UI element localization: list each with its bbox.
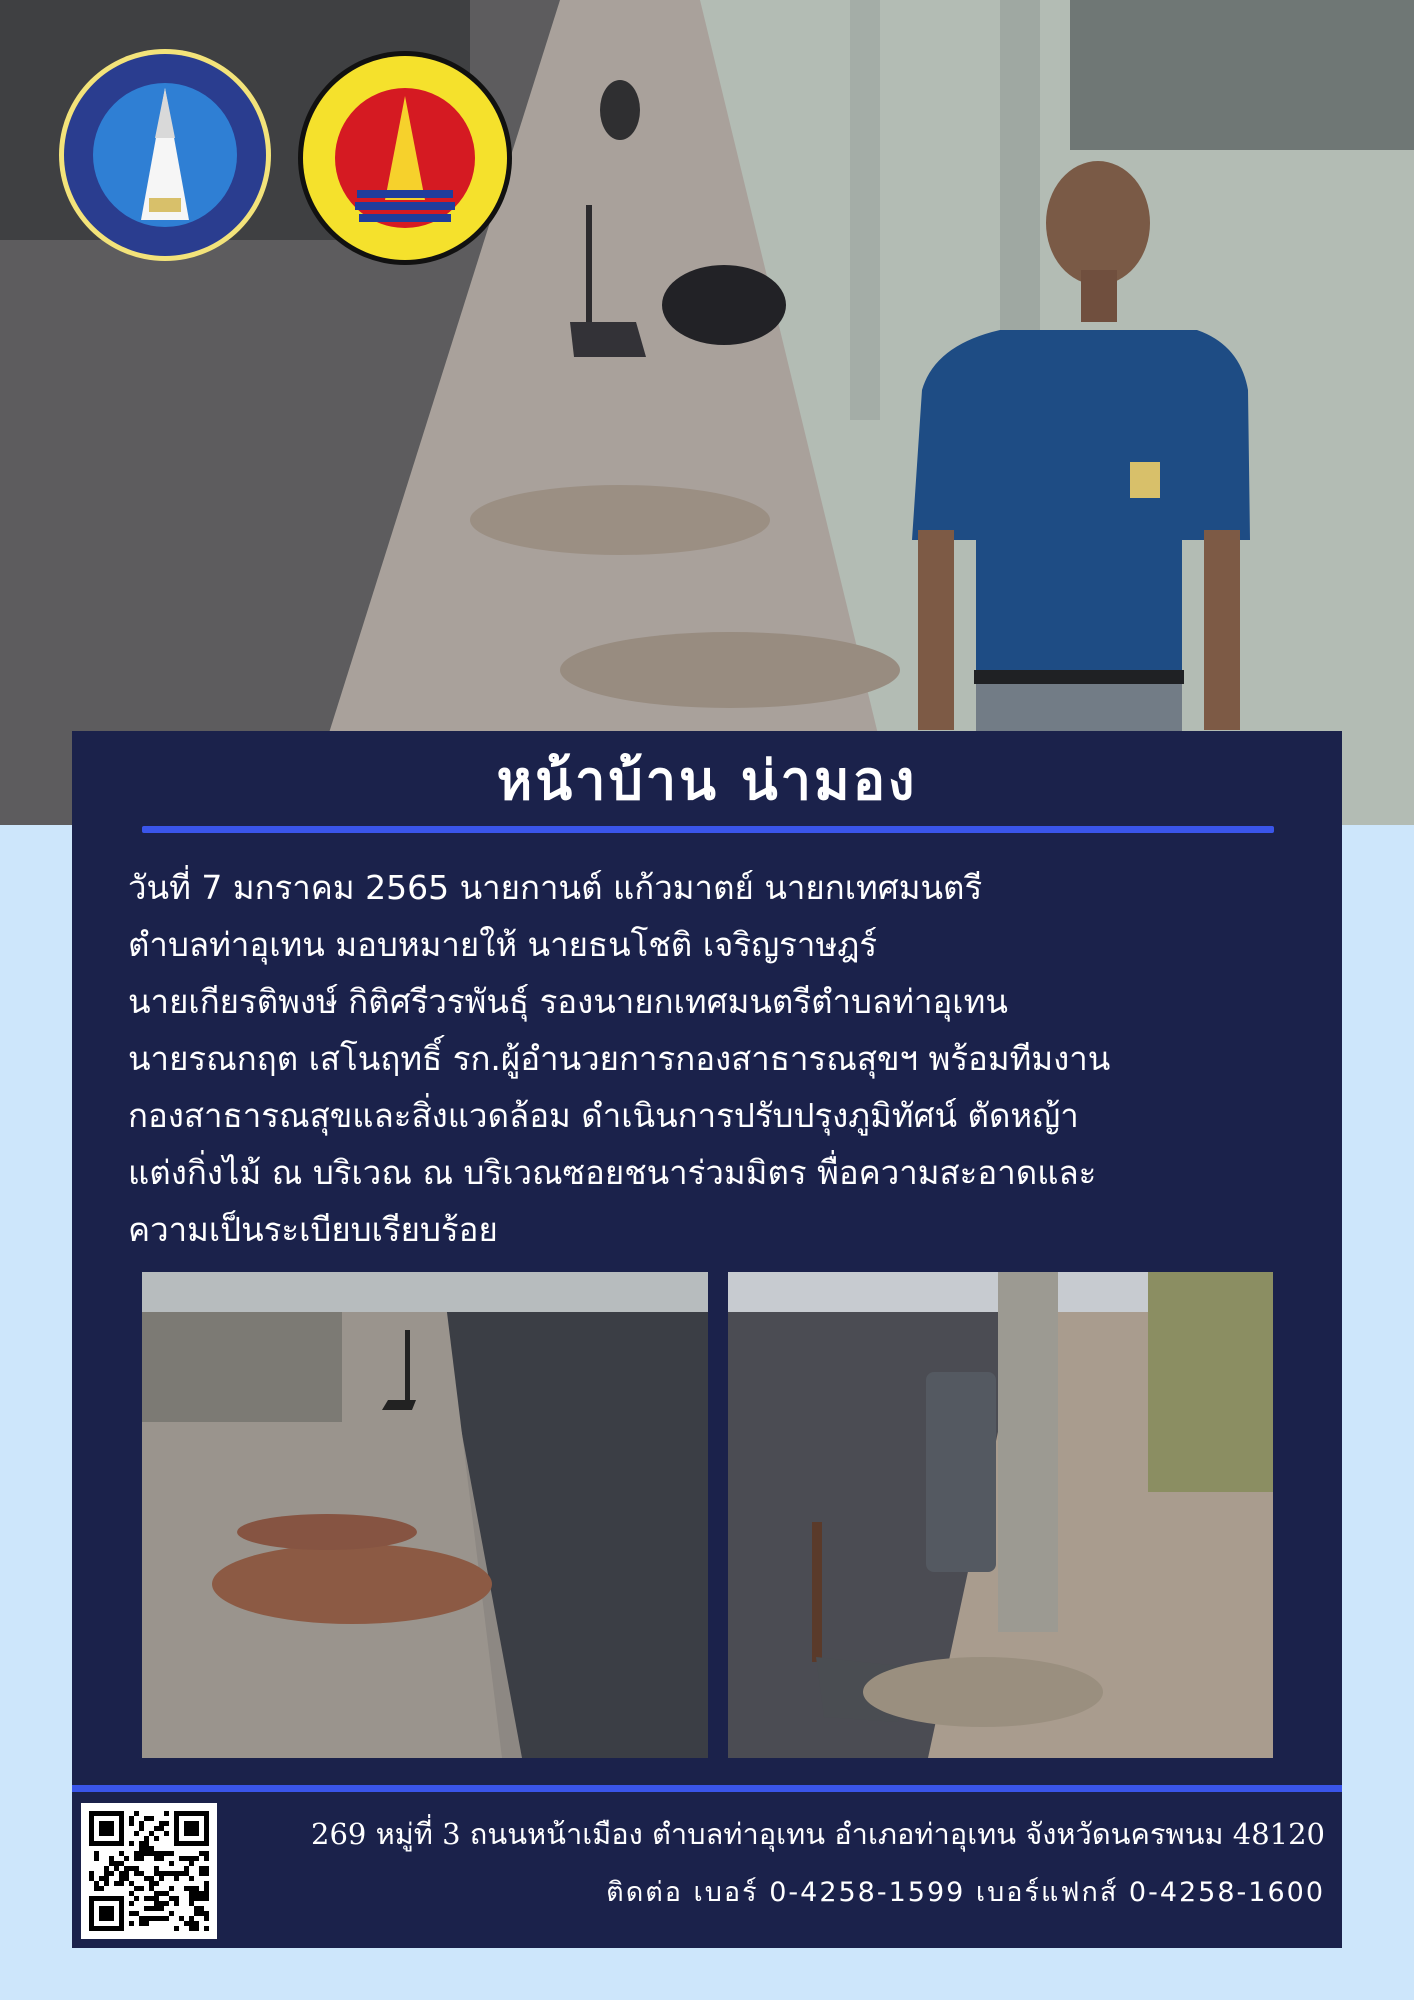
public-health-division-seal (297, 50, 513, 266)
qr-code-graphic (81, 1803, 217, 1939)
page-title: หน้าบ้าน น่ามอง (496, 749, 918, 812)
qr-code (81, 1803, 217, 1939)
title-divider (142, 826, 1274, 833)
hero-photo (0, 0, 1414, 825)
footer-address: 269 หมู่ที่ 3 ถนนหน้าเมือง ตำบลท่าอุเทน อำเภอท่าอุเทน จังหวัดนครพนม 48120 (311, 1817, 1325, 1851)
article-body: วันที่ 7 มกราคม 2565 นายกานต์ แก้วมาตย์ นายกเทศมนตรี ตำบลท่าอุเทน มอบหมายให้ นายธนโชติ เจริญราษฎร์ นายเกียรติพงษ์ กิติศรีวรพันธุ์ รองนายกเทศมนตรีตำบลท่าอุเทน นายรณกฤต เสโนฤทธิ์ รก.ผู้อำนวยการกองสาธารณสุขฯ พร้อมทีมงาน กองสาธารณสุขและสิ่งแวดล้อม ดำเนินการปรับปรุงภูมิทัศน์ ตัดหญ้า แต่งกิ่งไม้ ณ บริเวณ ณ บริเวณซอยชนาร่วมมิตร พื่อความสะอาดและ ความเป็นระเบียบเรียบร้อย (128, 868, 1111, 1249)
municipality-logo (57, 48, 273, 262)
photo-roadside-dustpan-scene (728, 1272, 1273, 1758)
footer-contact: ติดต่อ เบอร์ 0-4258-1599 เบอร์แฟกส์ 0-4258-1600 (606, 1877, 1325, 1908)
public-health-division-logo (297, 50, 513, 266)
photo-sidewalk-leaves (142, 1272, 708, 1758)
photo-roadside-dustpan (728, 1272, 1273, 1758)
municipality-seal (57, 48, 273, 262)
content-panel (72, 731, 1342, 1948)
photo-sidewalk-leaves-scene (142, 1272, 708, 1758)
footer-divider (72, 1785, 1342, 1792)
